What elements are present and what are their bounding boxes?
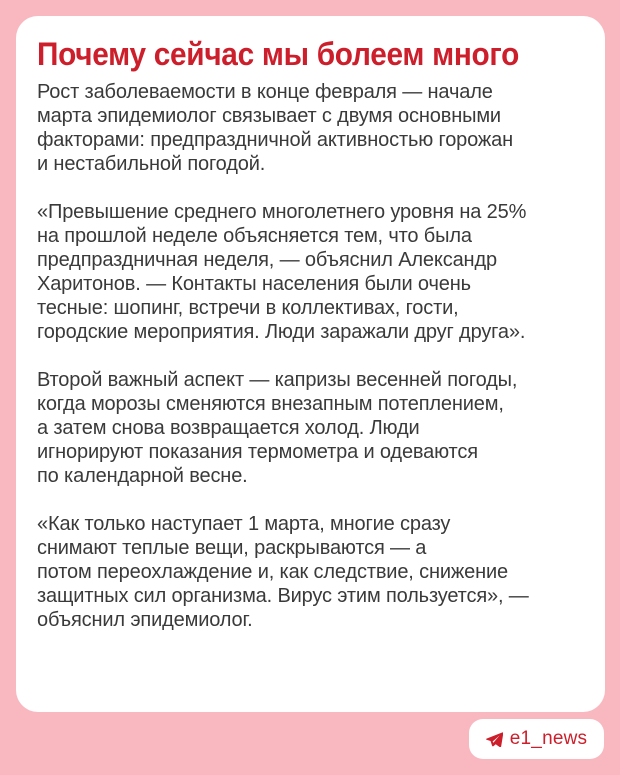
article-card [16, 16, 605, 712]
channel-handle[interactable]: e1_news [509, 728, 588, 749]
article-body [37, 80, 585, 632]
telegram-icon [486, 732, 503, 747]
paragraph-4: «Как только наступает 1 марта, многие сразу снимают теплые вещи, раскрываются — а потом переохлаждение и, как следствие, снижение защитных сил организма. Вирус этим пользуется», — объяснил эпидемиолог. [37, 513, 529, 631]
channel-badge[interactable] [469, 719, 604, 759]
article-title: Почему сейчас мы болеем много [37, 36, 520, 72]
paragraph-1: Рост заболеваемости в конце февраля — начале марта эпидемиолог связывает с двумя основными факторами: предпраздничной активностью горожан и нестабильной погодой. [37, 81, 513, 175]
paragraph-3: Второй важный аспект — капризы весенней погоды, когда морозы сменяются внезапным потеплением, а затем снова возвращается холод. Люди игнорируют показания термометра и одеваются по календарной весне. [37, 369, 518, 487]
paragraph-2: «Превышение среднего многолетнего уровня на 25% на прошлой неделе объясняется тем, что была предпраздничная неделя, — объяснил Александр Харитонов. — Контакты населения были очень тесные: шопинг, встречи в коллективах, гости, городские мероприятия. Люди заражали друг друга». [37, 201, 527, 343]
